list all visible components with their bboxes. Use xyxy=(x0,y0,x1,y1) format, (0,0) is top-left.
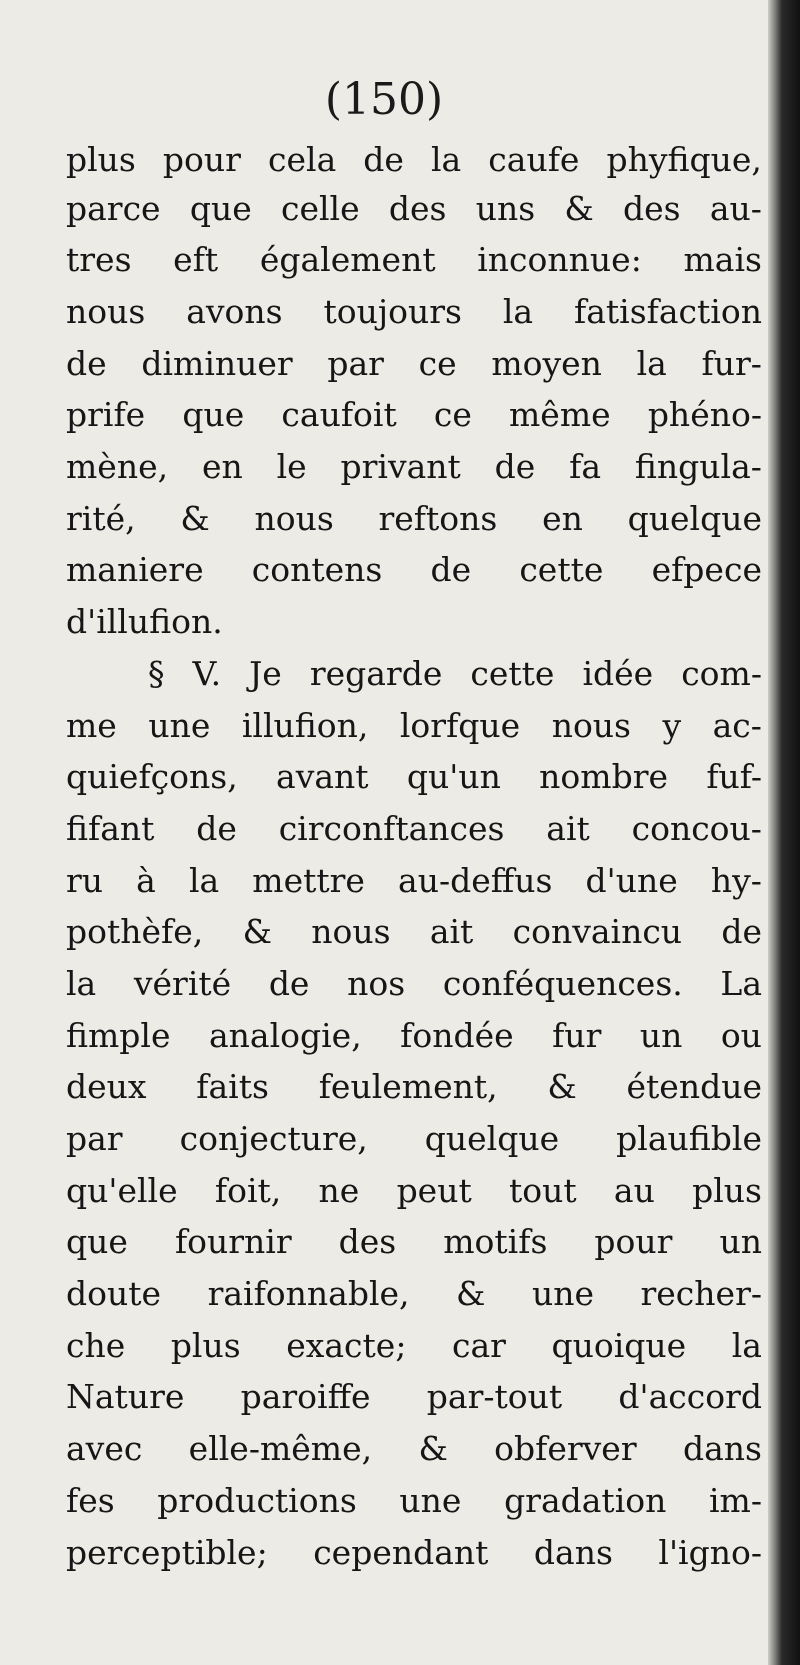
word: perceptible; xyxy=(66,1532,268,1572)
word: circonftances xyxy=(278,808,505,848)
word: quiefçons, xyxy=(66,757,238,797)
word: fa xyxy=(569,447,602,487)
word: d'accord xyxy=(618,1377,762,1417)
word: fes xyxy=(66,1480,115,1520)
word: en xyxy=(201,447,243,487)
word: reftons xyxy=(378,498,498,538)
word: & xyxy=(242,912,272,952)
word: que xyxy=(66,1222,128,1262)
word: § xyxy=(148,653,165,693)
word: prife xyxy=(66,395,146,435)
word: parce xyxy=(66,188,161,228)
word: par-tout xyxy=(426,1377,563,1417)
text-line xyxy=(66,1475,762,1527)
word: elle-même, xyxy=(188,1429,373,1469)
word: avant xyxy=(276,757,369,797)
word: motifs xyxy=(443,1222,548,1262)
word: quelque xyxy=(424,1119,560,1159)
text-line xyxy=(66,234,762,286)
text-line xyxy=(66,389,762,441)
text-line xyxy=(66,1320,762,1372)
word: pour xyxy=(594,1222,673,1262)
word: la xyxy=(731,1325,762,1365)
word: en xyxy=(542,498,583,538)
word: recher- xyxy=(640,1274,762,1314)
word: & xyxy=(564,188,594,228)
word: nous xyxy=(311,912,391,952)
text-line xyxy=(66,855,762,907)
word: tout xyxy=(508,1170,577,1210)
word: car xyxy=(452,1325,506,1365)
word: nous xyxy=(551,705,631,745)
word: mais xyxy=(683,240,762,280)
word: foit, xyxy=(214,1170,282,1210)
word: de xyxy=(494,447,536,487)
word: ce xyxy=(433,395,472,435)
word: plus xyxy=(170,1325,241,1365)
word: fuf- xyxy=(706,757,762,797)
word: faits xyxy=(196,1067,269,1107)
word: conjecture, xyxy=(179,1119,368,1159)
word: des xyxy=(338,1222,397,1262)
word: dans xyxy=(533,1532,613,1572)
word: privant xyxy=(340,447,461,487)
word: un xyxy=(719,1222,762,1262)
word: fingula- xyxy=(634,447,762,487)
word: par xyxy=(66,1119,123,1159)
word: fatisfaction xyxy=(574,292,762,332)
text-line xyxy=(66,1372,762,1424)
word: ac- xyxy=(712,705,762,745)
word: ait xyxy=(429,912,474,952)
word: fimple xyxy=(66,1015,171,1055)
text-line xyxy=(66,441,762,493)
word: la xyxy=(636,343,667,383)
word: phéno- xyxy=(647,395,762,435)
word: que xyxy=(182,395,245,435)
word: caufe xyxy=(488,139,580,179)
word: efpece xyxy=(651,550,762,590)
word: quelque xyxy=(627,498,762,538)
word: nous xyxy=(66,292,146,332)
word: une xyxy=(531,1274,594,1314)
word: analogie, xyxy=(208,1015,362,1055)
word: la xyxy=(431,139,462,179)
word: de xyxy=(430,550,472,590)
text-line xyxy=(66,545,762,597)
word: de xyxy=(268,963,310,1003)
word: peut xyxy=(396,1170,472,1210)
word: cependant xyxy=(313,1532,489,1572)
word: fur xyxy=(552,1015,602,1055)
word: doute xyxy=(66,1274,162,1314)
word: rité, xyxy=(66,498,136,538)
text-line xyxy=(66,958,762,1010)
word: toujours xyxy=(323,292,462,332)
text-line xyxy=(66,803,762,855)
word: d'une xyxy=(585,860,678,900)
word: idée xyxy=(582,653,654,693)
word: uns xyxy=(475,188,536,228)
word: moyen xyxy=(491,343,602,383)
word: exacte; xyxy=(286,1325,407,1365)
word: avec xyxy=(66,1429,143,1469)
text-line xyxy=(66,906,762,958)
word: même xyxy=(509,395,611,435)
text-line xyxy=(66,1268,762,1320)
word: obferver xyxy=(494,1429,637,1469)
word: la xyxy=(188,860,220,900)
word: la xyxy=(66,963,97,1003)
word: pothèfe, xyxy=(66,912,204,952)
text-line xyxy=(66,1423,762,1475)
word: de xyxy=(196,808,237,848)
word: ru xyxy=(66,860,104,900)
page-number: (150) xyxy=(324,74,444,125)
word: qu'un xyxy=(406,757,501,797)
word: & xyxy=(418,1429,448,1469)
word: regarde xyxy=(309,653,443,693)
word: une xyxy=(399,1480,462,1520)
word: nous xyxy=(254,498,334,538)
word: des xyxy=(623,188,681,228)
word: mène, xyxy=(66,447,169,487)
word: fondée xyxy=(400,1015,514,1055)
word: paroiffe xyxy=(240,1377,371,1417)
word: le xyxy=(276,447,307,487)
body-text xyxy=(66,134,762,1578)
word: diminuer xyxy=(141,343,293,383)
word: inconnue: xyxy=(477,240,642,280)
word: lorfque xyxy=(399,705,521,745)
word: caufoit xyxy=(281,395,397,435)
word: phyfique, xyxy=(606,139,762,179)
word: ne xyxy=(318,1170,360,1210)
word: vérité xyxy=(133,963,232,1003)
text-line xyxy=(66,751,762,803)
text-line xyxy=(66,338,762,390)
word: plaufible xyxy=(616,1119,762,1159)
word: des xyxy=(388,188,447,228)
word: de xyxy=(66,343,107,383)
word: celle xyxy=(280,188,360,228)
word: deux xyxy=(66,1067,147,1107)
word: maniere xyxy=(66,550,204,590)
word: quoique xyxy=(551,1325,687,1365)
word: Je xyxy=(249,653,282,693)
word: à xyxy=(136,860,156,900)
word: la xyxy=(502,292,534,332)
word: che xyxy=(66,1325,126,1365)
word: nos xyxy=(347,963,406,1003)
text-line xyxy=(66,596,762,648)
text-line xyxy=(66,493,762,545)
word: d'illufion. xyxy=(66,602,223,642)
word: & xyxy=(456,1274,486,1314)
word: de xyxy=(721,912,762,952)
text-line xyxy=(66,1527,762,1579)
word: im- xyxy=(708,1480,762,1520)
word: com- xyxy=(681,653,762,693)
word: cela xyxy=(268,139,337,179)
text-line xyxy=(66,286,762,338)
word: nombre xyxy=(539,757,669,797)
word: au-deffus xyxy=(398,860,553,900)
word: mettre xyxy=(252,860,365,900)
word: plus xyxy=(692,1170,762,1210)
word: convaincu xyxy=(512,912,683,952)
word: concou- xyxy=(631,808,762,848)
word: au xyxy=(613,1170,655,1210)
word: Nature xyxy=(66,1377,185,1417)
word: La xyxy=(720,963,762,1003)
word: feulement, xyxy=(318,1067,498,1107)
word: ait xyxy=(546,808,590,848)
text-line xyxy=(66,700,762,752)
text-line xyxy=(66,183,762,235)
word: contens xyxy=(251,550,383,590)
word: l'igno- xyxy=(658,1532,762,1572)
word: une xyxy=(148,705,211,745)
word: par xyxy=(327,343,384,383)
word: ce xyxy=(418,343,457,383)
word: avons xyxy=(186,292,283,332)
text-line xyxy=(66,1113,762,1165)
word: que xyxy=(189,188,252,228)
word: dans xyxy=(682,1429,762,1469)
text-line xyxy=(66,134,762,186)
word: ou xyxy=(720,1015,762,1055)
word: qu'elle xyxy=(66,1170,178,1210)
word: & xyxy=(547,1067,577,1107)
text-line xyxy=(66,1216,762,1268)
word: tres xyxy=(66,240,132,280)
word: raifonnable, xyxy=(207,1274,410,1314)
word: également xyxy=(259,240,436,280)
word: gradation xyxy=(504,1480,667,1520)
word: pour xyxy=(162,139,241,179)
word: conféquences. xyxy=(442,963,683,1003)
word: plus xyxy=(66,139,136,179)
word: fournir xyxy=(174,1222,292,1262)
text-line xyxy=(66,1061,762,1113)
word: me xyxy=(66,705,117,745)
word: de xyxy=(363,139,404,179)
word: fifant xyxy=(66,808,155,848)
word: cette xyxy=(470,653,555,693)
word: un xyxy=(639,1015,683,1055)
word: hy- xyxy=(710,860,762,900)
page-edge-shadow xyxy=(768,0,800,1665)
word: & xyxy=(180,498,210,538)
word: productions xyxy=(157,1480,357,1520)
text-line xyxy=(66,1010,762,1062)
word: eft xyxy=(173,240,219,280)
word: étendue xyxy=(626,1067,762,1107)
word: V. xyxy=(192,653,222,693)
word: au- xyxy=(709,188,762,228)
word: illufion, xyxy=(241,705,369,745)
word: cette xyxy=(519,550,604,590)
text-line xyxy=(66,1165,762,1217)
word: fur- xyxy=(701,343,762,383)
text-line xyxy=(66,648,762,700)
word: y xyxy=(662,705,682,745)
